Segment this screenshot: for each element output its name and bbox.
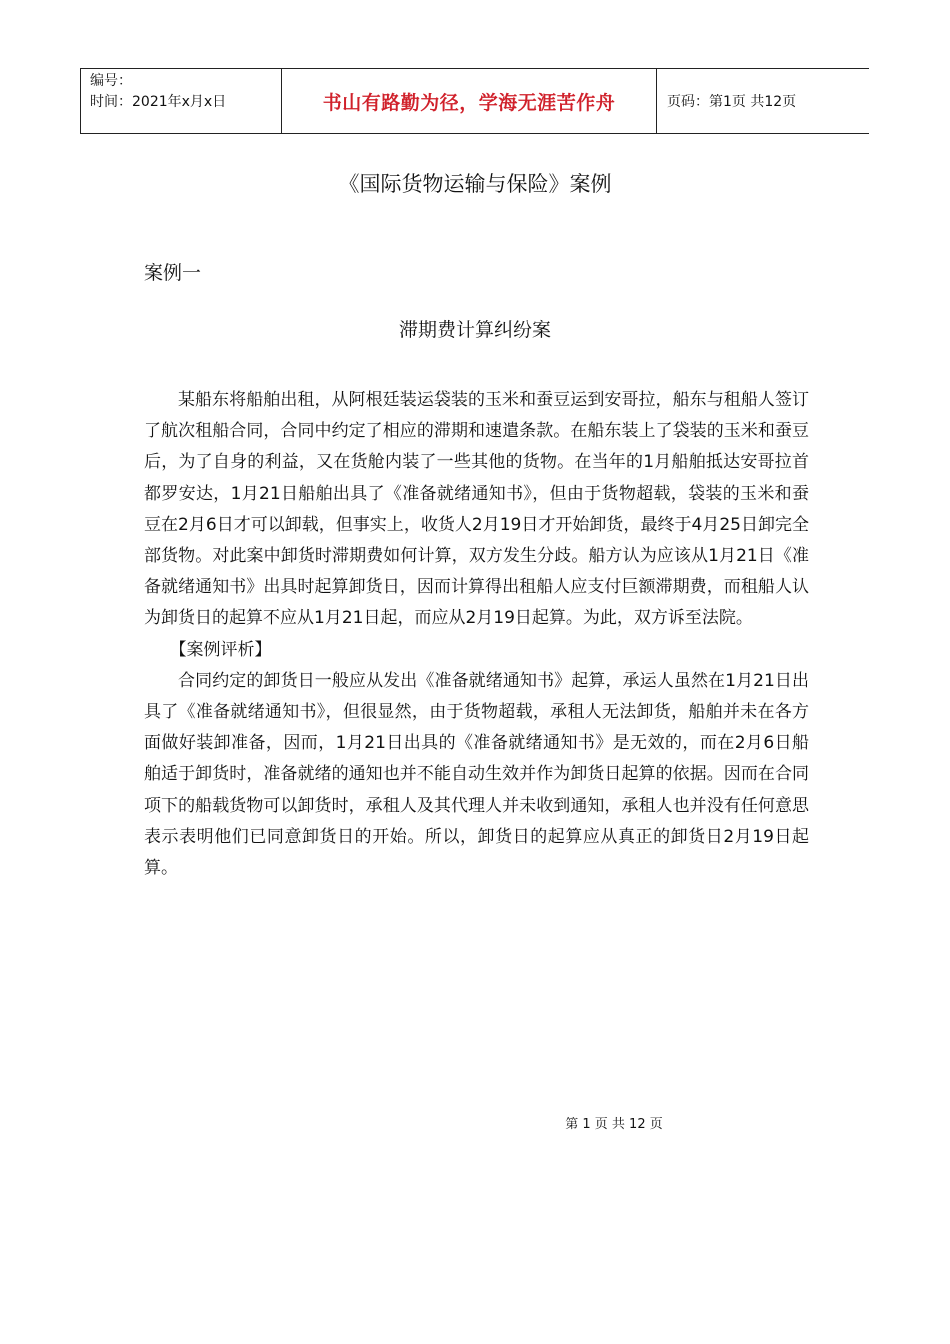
header-table: [80, 68, 869, 134]
header-meta-cell: [81, 69, 282, 133]
page-footer: 第 1 页 共 12 页: [565, 1117, 663, 1132]
time-label: 时间：2021年x月x日: [90, 94, 227, 110]
page-info-cell: [657, 69, 869, 133]
case-paragraph: 某船东将船舶出租，从阿根廷装运袋装的玉米和蚕豆运到安哥拉，船东与租船人签订了航次租船合同，合同中约定了相应的滞期和速遣条款。在船东装上了袋装的玉米和蚕豆后，为了自身的利益，又在货舱内装了一些其他的货物。在当年的1月船舶抵达安哥拉首都罗安达，1月21日船舶出具了《准备就绪通知书》，但由于货物超载，袋装的玉米和蚕豆在2月6日才可以卸载，但事实上，收货人2月19日才开始卸货，最终于4月25日卸完全部货物。对此案中卸货时滞期费如何计算，双方发生分歧。船方认为应该从1月21日《准备就绪通知书》出具时起算卸货日，因而计算得出租船人应支付巨额滞期费，而租船人认为卸货日的起算不应从1月21日起，而应从2月19日起算。为此，双方诉至法院。: [144, 390, 809, 629]
analysis-paragraph: 合同约定的卸货日一般应从发出《准备就绪通知书》起算，承运人虽然在1月21日出具了《准备就绪通知书》，但很显然，由于货物超载，承租人无法卸货，船舶并未在各方面做好装卸准备，因而，1月21日出具的《准备就绪通知书》是无效的，而在2月6日船舶适于卸货时，准备就绪的通知也并不能自动生效并作为卸货日起算的依据。因而在合同项下的船载货物可以卸货时，承租人及其代理人并未收到通知，承租人也并没有任何意思表示表明他们已同意卸货日的开始。所以，卸货日的起算应从真正的卸货日2月19日起算。: [144, 670, 809, 879]
number-label: 编号：: [90, 73, 132, 89]
case-title: 滞期费计算纠纷案: [398, 319, 551, 341]
analysis-label: 【案例评析】: [169, 639, 272, 660]
document-title: 《国际货物运输与保险》案例: [338, 172, 612, 196]
motto-cell: [282, 69, 657, 133]
case-label: 案例一: [144, 262, 202, 284]
body-text: [144, 385, 809, 884]
page-info-text: 页码：第1页 共12页: [667, 94, 797, 110]
motto-text: 书山有路勤为径，学海无涯苦作舟: [322, 91, 616, 114]
